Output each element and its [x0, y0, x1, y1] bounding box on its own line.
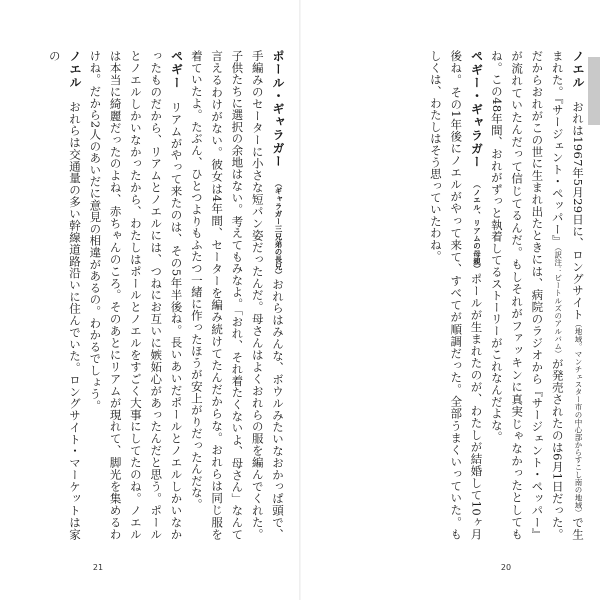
page-left	[12, 50, 288, 540]
chapter-tab-marker	[588, 57, 600, 125]
annotation-text: （ノエル、リアムの母親）	[472, 180, 482, 273]
speaker-name: ノエル	[68, 50, 83, 90]
body-text: おれらは交通量の多い幹線道路沿いに住んでいた。ロングサイト・マーケットは家の	[47, 50, 83, 540]
speaker-name: ペギー	[169, 50, 184, 90]
speaker-name: ペギー・ギャラガー	[469, 50, 484, 169]
speaker-gap	[166, 90, 186, 102]
speaker-name: ポール・ギャラガー	[271, 50, 285, 168]
left-page-text	[44, 50, 288, 540]
body-text: おれらはみんな、ボウルみたいなおかっぱ頭で、手編みのセーターに小さな短パン姿だったんだ。母さんはよくおれらの服を編んでくれた。子供たちに選択の余地はない。考えてもみなよ。「おれ、それ着たくないよ、母さん」なんて言えるわけがない。彼女は4年間、セーターを編み続けてたんだからな。おれらは同じ服を着ていたよ。たぶん、ひとつよりもふたつ一緒に作ったほうが安上がりだったんだな。	[189, 50, 285, 541]
body-text: リアムがやって来たのは、その5年半後ね。長いあいだポールとノエルしかいなかったものだから、リアムとノエルには、つねにお互いに嫉妬心があったんだと思う。ポールとノエルしかいなかったから、わたしはポールとノエルをすごく大事にしてたのね。ノエルは本当に綺麗だったのよね、赤ちゃんのころ。そのあとにリアムが現れて、脚光を集めるわけね。だから2人のあいだに意見の相違があるの。わかるでしょう。	[88, 50, 184, 540]
dialogue-paragraph	[85, 50, 186, 540]
annotation-text: （訳注：ビートルズのアルバム）	[553, 247, 563, 358]
speaker-name: ノエル	[571, 50, 585, 90]
page-number-left: 21	[92, 563, 104, 572]
right-page-text	[426, 50, 588, 540]
page-gutter	[299, 0, 301, 600]
speaker-gap	[466, 169, 486, 181]
body-text: ポールが生まれたのが、わたしが結婚して10ヶ月後ね。その1年後にノエルがやって来て、すべてが順調だった。全部うまくいっていた。もしくは、わたしはそう思っていたわね。	[428, 50, 484, 541]
annotation-text: （ギャラガー三兄弟の長兄）	[274, 179, 283, 279]
body-text: で生まれた。『サージェント・ペッパー』	[550, 50, 585, 540]
dialogue-paragraph	[187, 50, 288, 540]
dialogue-paragraph	[426, 50, 487, 540]
page-right	[312, 50, 588, 540]
speaker-gap	[568, 89, 588, 101]
body-text: おれは1967年5月29日に、ロングサイト	[571, 100, 585, 321]
dialogue-paragraph	[44, 50, 85, 540]
body-text: が発売されたのは6月1日だった。だからおれがこの世に生まれ出たときには、病院のラジオから『サージェント・ペッパー』が流れていたんだって信じてるんだ。もしそれがファッキンに真実じゃなかったとしてもね。この48年間、おれがずっと執着してるストーリーがこれなんだよな。	[489, 50, 565, 541]
annotation-text: （地域。マンチェスター市の中心部からすこし南の地域）	[574, 320, 583, 517]
speaker-gap	[65, 89, 85, 101]
dialogue-paragraph	[487, 50, 588, 540]
page-number-right: 20	[500, 563, 512, 572]
speaker-gap	[268, 168, 288, 180]
